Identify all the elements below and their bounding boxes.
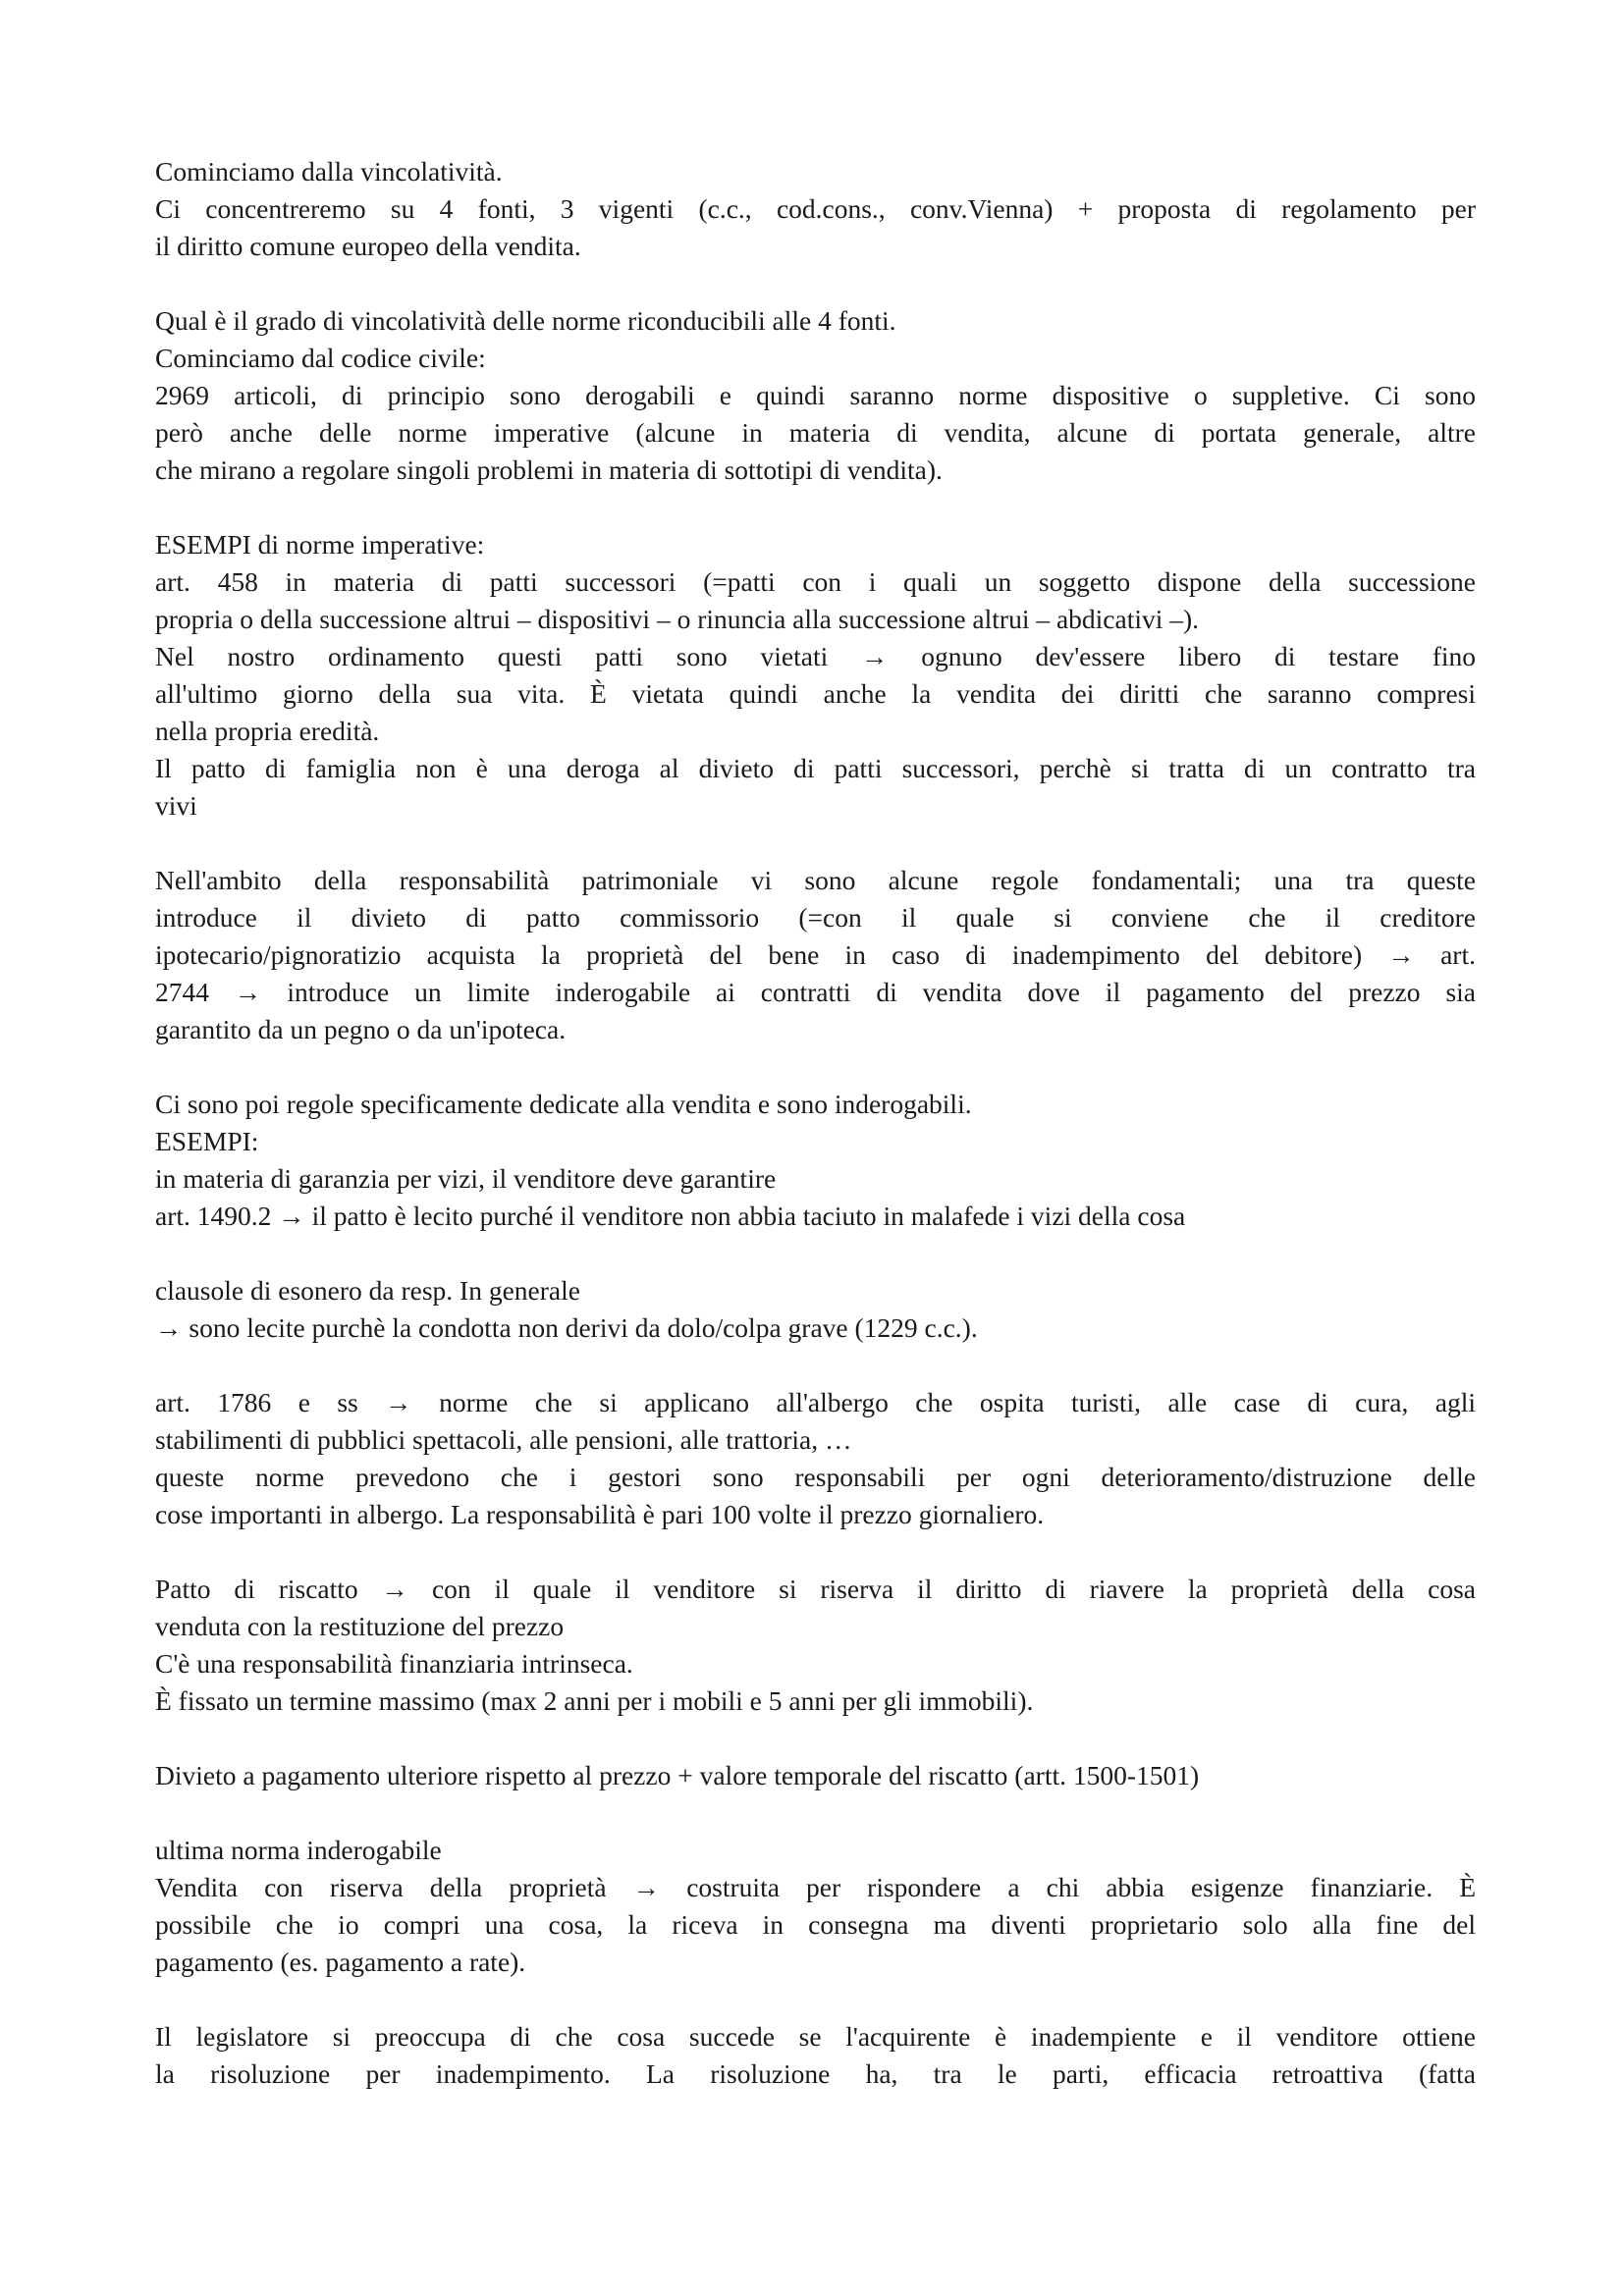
text-line: introduce il divieto di patto commissorio (=con il quale si conviene che il creditore	[155, 902, 1476, 933]
paragraph-gap	[155, 265, 1476, 302]
text-line: il diritto comune europeo della vendita.	[155, 231, 581, 261]
text-line: venduta con la restituzione del prezzo	[155, 1611, 565, 1641]
text-line: art. 458 in materia di patti successori (=patti con i quali un soggetto dispone della successione	[155, 566, 1476, 597]
text-line: la risoluzione per inadempimento. La risoluzione ha, tra le parti, efficacia retroattiva (fatta	[155, 2058, 1476, 2089]
text-line: Cominciamo dalla vincolatività.	[155, 156, 503, 187]
paragraph	[155, 1571, 1476, 1720]
text-line: 2969 articoli, di principio sono derogabili e quindi saranno norme dispositive o suppletive. Ci sono	[155, 380, 1476, 410]
text-line: in materia di garanzia per vizi, il venditore deve garantire	[155, 1163, 777, 1194]
text-line: Vendita con riserva della proprietà → costruita per rispondere a chi abbia esigenze finanziarie. È	[155, 1872, 1476, 1902]
text-line: 2744 → introduce un limite inderogabile ai contratti di vendita dove il pagamento del prezzo sia	[155, 977, 1476, 1007]
document-body	[155, 153, 1476, 2093]
text-line: possibile che io compri una cosa, la riceva in consegna ma diventi proprietario solo alla fine del	[155, 1909, 1476, 1940]
paragraph	[155, 1272, 1476, 1347]
text-line: all'ultimo giorno della sua vita. È vietata quindi anche la vendita dei diritti che saranno compresi	[155, 678, 1476, 709]
text-line: È fissato un termine massimo (max 2 anni per i mobili e 5 anni per gli immobili).	[155, 1685, 1034, 1716]
paragraph-gap	[155, 489, 1476, 526]
text-line: che mirano a regolare singoli problemi in materia di sottotipi di vendita).	[155, 454, 943, 485]
text-line: vivi	[155, 790, 197, 821]
text-line: ultima norma inderogabile	[155, 1835, 442, 1865]
paragraph	[155, 153, 1476, 265]
paragraph	[155, 1832, 1476, 1981]
text-line: ESEMPI di norme imperative:	[155, 529, 485, 560]
text-line: Il patto di famiglia non è una deroga al divieto di patti successori, perchè si tratta di un contratto tra	[155, 753, 1476, 783]
paragraph-gap	[155, 1235, 1476, 1272]
text-line: propria o della successione altrui – dispositivi – o rinuncia alla successione altrui – abdicativi –).	[155, 604, 1200, 634]
text-line: Il legislatore si preoccupa di che cosa succede se l'acquirente è inadempiente e il venditore ottiene	[155, 2021, 1476, 2052]
paragraph	[155, 526, 1476, 825]
text-line: clausole di esonero da resp. In generale	[155, 1275, 580, 1306]
paragraph-gap	[155, 1347, 1476, 1384]
paragraph-gap	[155, 1533, 1476, 1571]
paragraph	[155, 1384, 1476, 1533]
text-line: art. 1490.2 → il patto è lecito purché il venditore non abbia taciuto in malafede i vizi della cosa	[155, 1201, 1186, 1231]
text-line: garantito da un pegno o da un'ipoteca.	[155, 1014, 567, 1044]
text-line: Ci sono poi regole specificamente dedicate alla vendita e sono inderogabili.	[155, 1089, 972, 1119]
paragraph	[155, 862, 1476, 1048]
text-line: cose importanti in albergo. La responsabilità è pari 100 volte il prezzo giornaliero.	[155, 1499, 1045, 1529]
paragraph	[155, 2018, 1476, 2093]
text-line: pagamento (es. pagamento a rate).	[155, 1947, 526, 1977]
text-line: Ci concentreremo su 4 fonti, 3 vigenti (c.c., cod.cons., conv.Vienna) + proposta di regolamento per	[155, 193, 1476, 224]
text-line: queste norme prevedono che i gestori sono responsabili per ogni deterioramento/distruzione delle	[155, 1462, 1476, 1492]
text-line: nella propria eredità.	[155, 716, 380, 746]
text-line: Divieto a pagamento ulteriore rispetto al prezzo + valore temporale del riscatto (artt. 1500-1501)	[155, 1760, 1200, 1790]
text-line: art. 1786 e ss → norme che si applicano all'albergo che ospita turisti, alle case di cura, agli	[155, 1387, 1476, 1417]
paragraph-gap	[155, 825, 1476, 862]
paragraph-gap	[155, 1720, 1476, 1757]
text-line: C'è una responsabilità finanziaria intrinseca.	[155, 1648, 633, 1679]
text-line: Nell'ambito della responsabilità patrimoniale vi sono alcune regole fondamentali; una tra queste	[155, 865, 1476, 895]
paragraph-gap	[155, 1048, 1476, 1086]
text-line: Qual è il grado di vincolatività delle norme riconducibili alle 4 fonti.	[155, 305, 896, 336]
text-line: Nel nostro ordinamento questi patti sono vietati → ognuno dev'essere libero di testare fino	[155, 641, 1476, 671]
paragraph	[155, 302, 1476, 489]
paragraph	[155, 1757, 1476, 1794]
text-line: stabilimenti di pubblici spettacoli, alle pensioni, alle trattoria, …	[155, 1424, 852, 1455]
text-line: ipotecario/pignoratizio acquista la proprietà del bene in caso di inadempimento del debitore) → art.	[155, 939, 1476, 970]
paragraph-gap	[155, 1794, 1476, 1832]
text-line: → sono lecite purchè la condotta non derivi da dolo/colpa grave (1229 c.c.).	[155, 1312, 978, 1343]
text-line: però anche delle norme imperative (alcune in materia di vendita, alcune di portata generale, altre	[155, 417, 1476, 448]
paragraph-gap	[155, 1981, 1476, 2018]
text-line: Patto di riscatto → con il quale il venditore si riserva il diritto di riavere la proprietà della cosa	[155, 1574, 1476, 1604]
text-line: Cominciamo dal codice civile:	[155, 343, 486, 373]
paragraph	[155, 1086, 1476, 1235]
text-line: ESEMPI:	[155, 1126, 259, 1156]
